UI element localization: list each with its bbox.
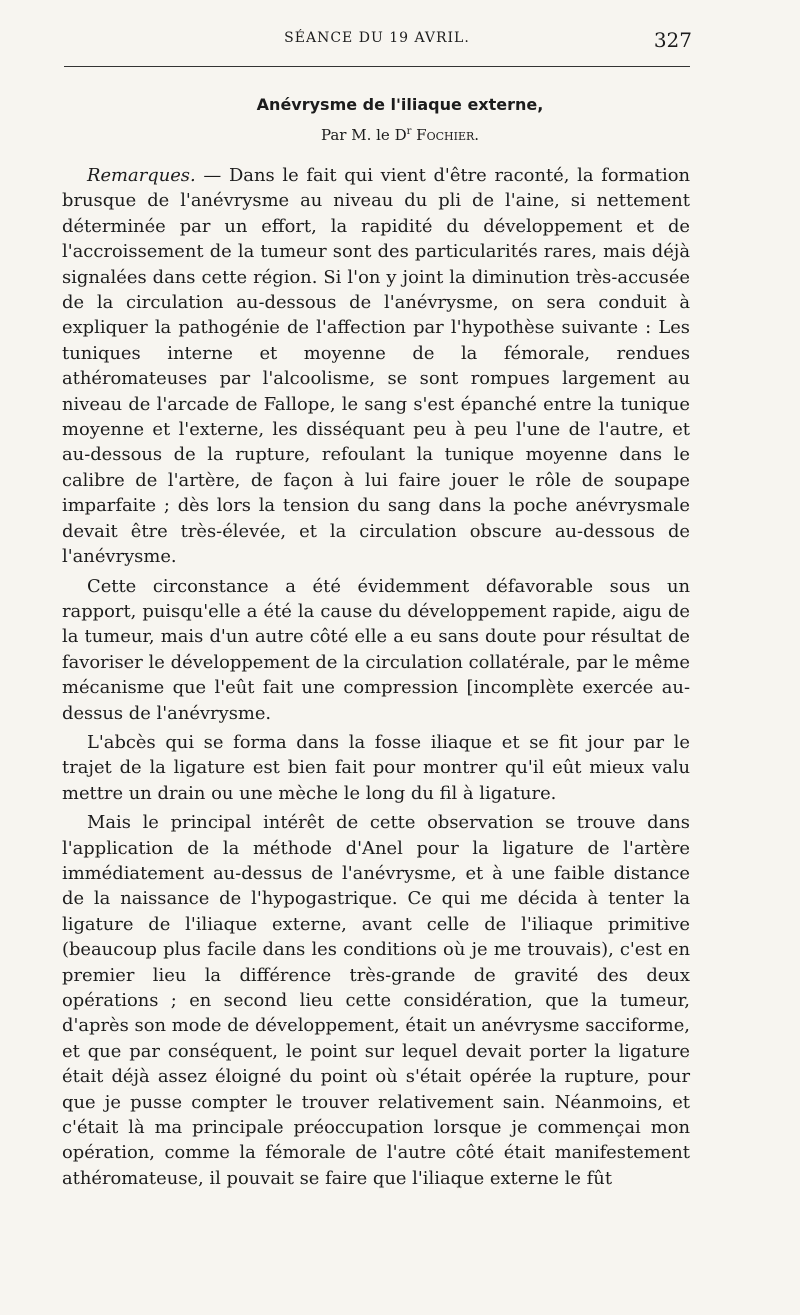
running-head [62,28,692,54]
remarks-lead: Remarques. [87,165,196,186]
running-title: SÉANCE DU 19 AVRIL. [284,30,470,46]
article-title: Anévrysme de l'iliaque externe, [256,95,544,114]
page-number: 327 [653,28,692,52]
paragraph-3: L'abcès qui se forma dans la fosse iliaque et se fit jour par le trajet de la ligature est bien fait pour montrer qu'il eût mieux valu mettre un drain ou une mèche le long du fil à ligature. [62,731,690,804]
author-name: Fochier. [416,126,480,144]
paragraph-4: Mais le principal intérêt de cette observation se trouve dans l'application de la méthode d'Anel pour la ligature de l'artère immédiatement au-dessus de l'anévrysme, et à une faible distance de la naissance de l'hypogastrique. Ce qui me décida à tenter la ligature de l'iliaque externe, avant celle de l'iliaque primitive (beaucoup plus facile dans les conditions où je me trouvais), c'est en premier lieu la différence très-grande de gravité des deux opérations ; en second lieu cette considération, que la tumeur, d'après son mode de développement, était un anévrysme sacciforme, et que par conséquent, le point sur lequel devait porter la ligature était déjà assez éloigné du point où s'était opérée la rupture, pour que je pusse compter le trouver relativement sain. Néanmoins, et c'était là ma principale préoccupation lorsque je commençai mon opération, comme la fémorale de l'autre côté était manifestement athéromateuse, il pouvait se faire que l'iliaque externe le fût [62,812,690,1189]
article-body [62,163,690,1195]
author-title-superscript: r [406,126,412,137]
author-prefix: Par M. le D [320,126,407,144]
header-rule [64,66,690,67]
paragraph-1-text: — Dans le fait qui vient d'être raconté, la formation brusque de l'anévrysme au niveau du pli de l'aine, si nettement déterminée par un effort, la rapidité du développement et de l'accroissement de la tumeur sont des particularités rares, mais déjà signalées dans cette région. Si l'on y joint la diminution très-accusée de la circulation au-dessous de l'anévrysme, on sera conduit à expliquer la pathogénie de l'affection par l'hypothèse suivante : Les tuniques interne et moyenne de la fémorale, rendues athéromateuses par l'alcoolisme, se sont rompues largement au niveau de l'arcade de Fallope, le sang s'est épanché entre la tunique moyenne et l'externe, les disséquant peu à peu l'une de l'autre, et au-dessous de la rupture, refoulant la tunique moyenne dans le calibre de l'artère, de façon à lui faire jouer le rôle de soupape imparfaite ; dès lors la tension du sang dans la poche anévrysmale devait être très-élevée, et la circulation obscure au-dessous de l'anévrysme. [62,165,690,568]
article-author [0,126,800,144]
paragraph-2: Cette circonstance a été évidemment défavorable sous un rapport, puisqu'elle a été la cause du développement rapide, aigu de la tumeur, mais d'un autre côté elle a eu sans doute pour résultat de favoriser le développement de la circulation collatérale, par le même mécanisme que l'eût fait une compression [incomplète exercée au-dessus de l'anévrysme. [62,575,690,724]
paragraph-1 [62,163,690,570]
